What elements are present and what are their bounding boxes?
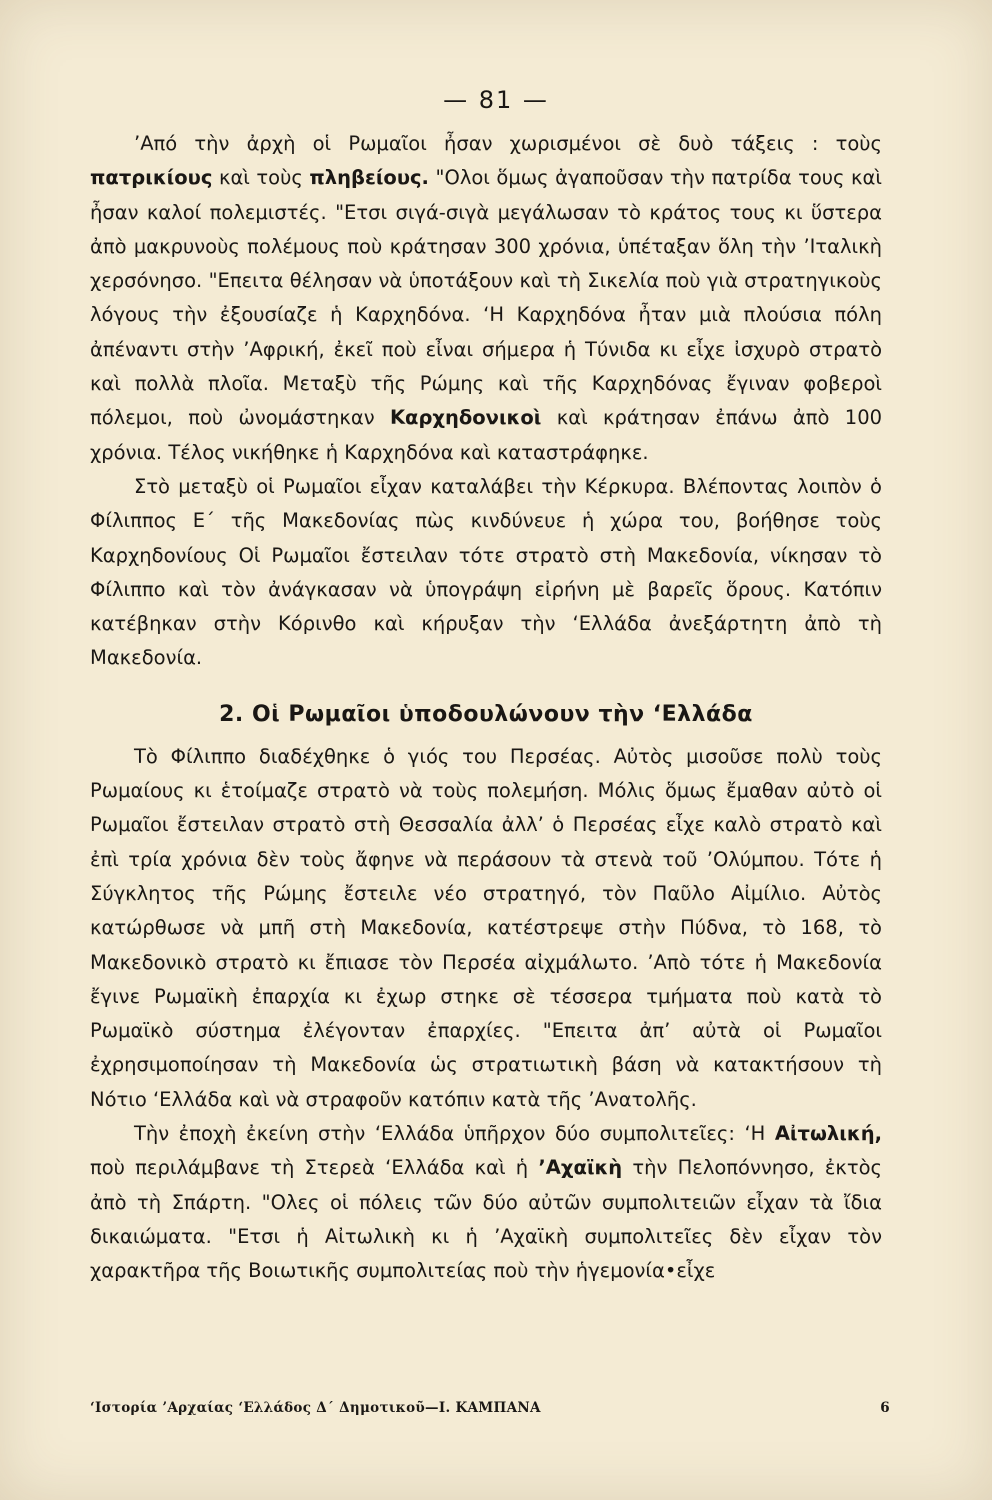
paragraph-1-text-1: ’Από τὴν ἀρχὴ οἱ Ρωμαῖοι ἦσαν χωρισμένοι σὲ δυὸ τάξεις : τοὺς	[134, 132, 882, 155]
term-aetolian: Αἰτωλική,	[774, 1122, 882, 1146]
page-body	[90, 127, 882, 1289]
paragraph-4-text-2: ποὺ περιλάμβανε τὴ Στερεὰ ‘Ελλάδα καὶ ἡ	[90, 1156, 539, 1180]
paragraph-2: Στὸ μεταξὺ οἱ Ρωμαῖοι εἶχαν καταλάβει τὴν Κέρκυρα. Βλέποντας λοιπὸν ὁ Φίλιππος Ε΄ τῆς Μακεδονίας πὼς κινδύνευε ἡ χώρα του, βοήθησε τοὺς Καρχηδονίους Οἱ Ρωμαῖοι ἔστειλαν τότε στρατὸ στὴ Μακεδονία, νίκησαν τὸ Φίλιππο καὶ τὸν ἀνάγκασαν νὰ ὑπογράψη εἰρήνη μὲ βαρεῖς ὅρους. Κατόπιν κατέβηκαν στὴν Κόρινθο καὶ κήρυξαν τὴν ‘Ελλάδα ἀνεξάρτητη ἀπὸ τὴ Μακεδονία.	[90, 474, 882, 670]
footer-signature-mark: 6	[880, 1400, 890, 1416]
paragraph-1-text-2: καὶ τοὺς	[212, 166, 310, 190]
term-patricians: πατρικίους	[90, 166, 213, 190]
paragraph-4-text-1: Τὴν ἐποχὴ ἐκείνη στὴν ‘Ελλάδα ὑπῆρχον δύο συμπολιτεῖες: ‘Η	[134, 1122, 775, 1146]
term-punic-wars: Καρχηδονικοὶ	[389, 406, 542, 430]
page-footer	[90, 1400, 890, 1416]
term-plebeians: πληβείους.	[309, 166, 429, 190]
paragraph-4-text-3: τὴν Πελοπόννησο, ἐκτὸς ἀπὸ τὴ Σπάρτη. "Ολες οἱ πόλεις τῶν δύο αὐτῶν συμπολιτειῶν εἶχαν τὰ ἴδια δικαιώματα. "Ετσι ἡ Αἰτωλικὴ κι ἡ ’Αχαϊκὴ συμπολιτεῖες δὲν εἶχαν τὸν χαρακτῆρα τῆς Βοιωτικῆς συμπολιτείας ποὺ τὴν ἡγεμονία•εἶχε	[90, 1156, 882, 1283]
paragraph-1	[90, 127, 882, 470]
page-number: — 81 —	[443, 86, 549, 114]
section-heading: 2. Οἱ Ρωμαῖοι ὑποδουλώνουν τὴν ‘Ελλάδα	[219, 701, 753, 727]
term-achaean: ’Αχαϊκὴ	[538, 1156, 623, 1180]
footer-source: ‘Ιστορία ’Αρχαίας ‘Ελλάδος Δ΄ Δημοτικοῦ—Ι. ΚΑΜΠΑΝΑ	[90, 1400, 541, 1416]
paragraph-1-text-3: "Ολοι ὅμως ἀγαποῦσαν τὴν πατρίδα τους καὶ ἦσαν καλοί πολεμιστές. "Ετσι σιγά-σιγὰ μεγάλωσαν τὸ κράτος τους κι ὕστερα ἀπὸ μακρυνοὺς πολέμους ποὺ κράτησαν 300 χρόνια, ὑπέταξαν ὅλη τὴν ’Ιταλικὴ χερσόνησο. "Επειτα θέλησαν νὰ ὑποτάξουν καὶ τὴ Σικελία ποὺ γιὰ στρατηγικοὺς λόγους τὴν ἐξουσίαζε ἡ Καρχηδόνα. ‘Η Καρχηδόνα ἦταν μιὰ πλούσια πόλη ἀπέναντι στὴν ’Αφρική, ἐκεῖ ποὺ εἶναι σήμερα ἡ Τύνιδα κι εἶχε ἰσχυρὸ στρατὸ καὶ πολλὰ πλοῖα. Μεταξὺ τῆς Ρώμης καὶ τῆς Καρχηδόνας ἔγιναν φοβεροὶ πόλεμοι, ποὺ ὠνομάστηκαν	[90, 166, 882, 430]
paragraph-1-text-4: καὶ κράτησαν ἐπάνω ἀπὸ 100 χρόνια. Τέλος νικήθηκε ἡ Καρχηδόνα καὶ καταστράφηκε.	[90, 406, 883, 464]
paragraph-3: Τὸ Φίλιππο διαδέχθηκε ὁ γιός του Περσέας. Αὐτὸς μισοῦσε πολὺ τοὺς Ρωμαίους κι ἑτοίμαζε στρατὸ νὰ τοὺς πολεμήση. Μόλις ὅμως ἔμαθαν αὐτὸ οἱ Ρωμαῖοι ἔστειλαν στρατὸ στὴ Θεσσαλία ἀλλ’ ὁ Περσέας εἶχε καλὸ στρατὸ καὶ ἐπὶ τρία χρόνια δὲν τοὺς ἄφηνε νὰ περάσουν τὰ στενὰ τοῦ ’Ολύμπου. Τότε ἡ Σύγκλητος τῆς Ρώμης ἔστειλε νέο στρατηγό, τὸν Παῦλο Αἰμίλιο. Αὐτὸς κατώρθωσε νὰ μπῆ στὴ Μακεδονία, κατέστρεψε στὴν Πύδνα, τὸ 168, τὸ Μακεδονικὸ στρατὸ κι ἔπιασε τὸν Περσέα αἰχμάλωτο. ’Απὸ τότε ἡ Μακεδονία ἔγινε Ρωμαϊκὴ ἐπαρχία κι ἐχωρ στηκε σὲ τέσσερα τμήματα ποὺ κατὰ τὸ Ρωμαϊκὸ σύστημα ἐλέγονταν ἐπαρχίες. "Επειτα ἀπ’ αὐτὰ οἱ Ρωμαῖοι ἐχρησιμοποίησαν τὴ Μακεδονία ὡς στρατιωτικὴ βάση νὰ κατακτήσουν τὴ Νότιο ‘Ελλάδα καὶ νὰ στραφοῦν κατόπιν κατὰ τῆς ’Ανατολῆς.	[90, 744, 882, 1111]
paragraph-4	[90, 1117, 882, 1288]
